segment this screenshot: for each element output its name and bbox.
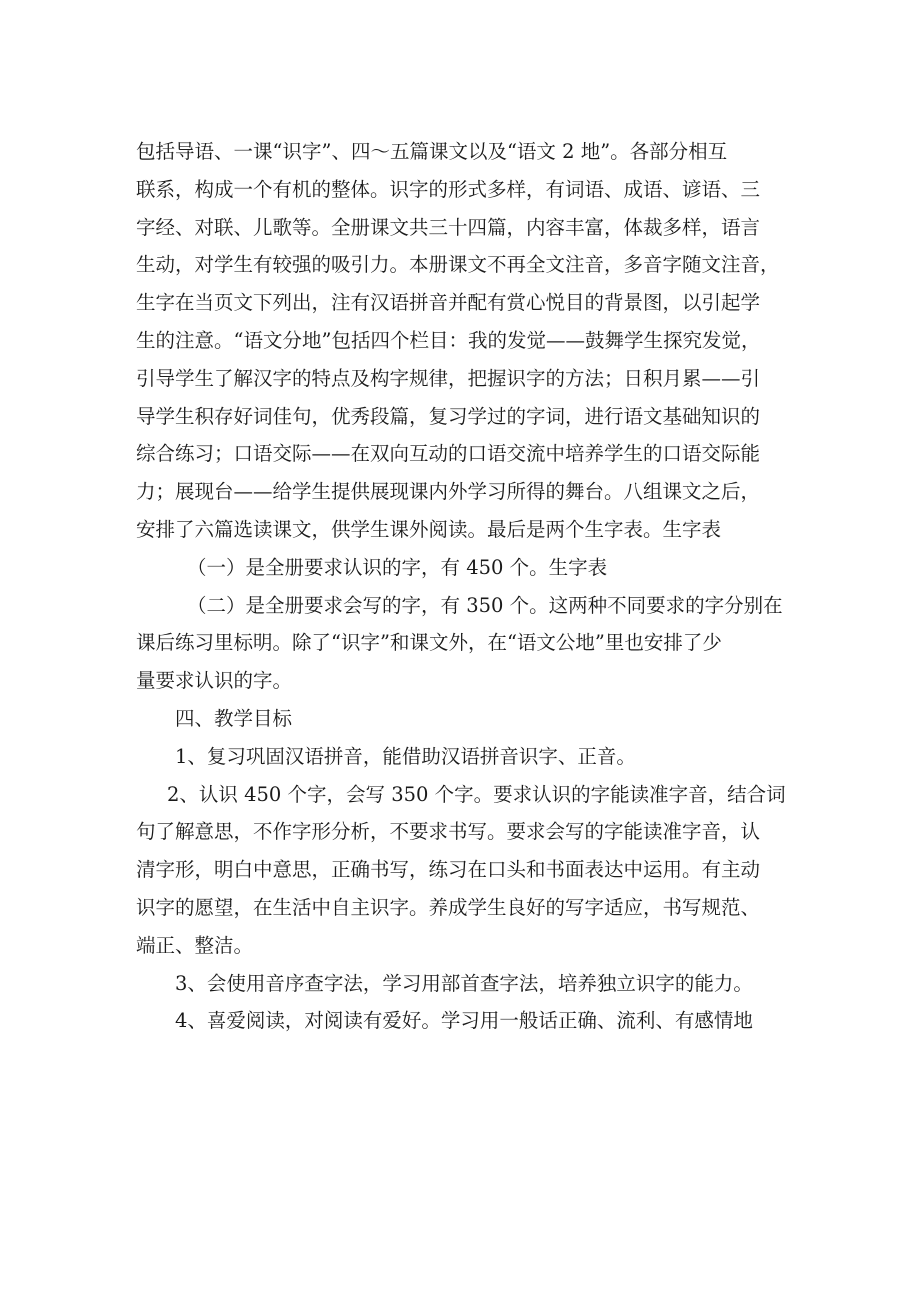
goal-item-1 xyxy=(136,738,786,776)
paragraph-character-table-two xyxy=(136,587,786,625)
goal-item-2 xyxy=(136,776,786,814)
goal-item-4 xyxy=(136,1002,786,1040)
section-heading: 四、教学目标 xyxy=(175,706,293,730)
goal-item-2-continuation xyxy=(136,813,786,964)
text-line: 生字在当页文下列出，注有汉语拼音并配有赏心悦目的背景图，以引起学 xyxy=(136,291,761,315)
text-line: 导学生积存好词佳句，优秀段篇，复习学过的字词，进行语文基础知识的 xyxy=(136,404,761,428)
paragraph-textbook-structure xyxy=(136,133,786,549)
text-line: 综合练习；口语交际——在双向互动的口语交流中培养学生的口语交际能 xyxy=(136,442,761,466)
text-line: 1、复习巩固汉语拼音，能借助汉语拼音识字、正音。 xyxy=(175,744,636,768)
paragraph-continuation xyxy=(136,624,786,700)
paragraph-character-table-one xyxy=(136,549,786,587)
text-line: 包括导语、一课“识字”、四～五篇课文以及“语文 2 地”。各部分相互 xyxy=(136,140,728,163)
text-line: 力；展现台——给学生提供展现课内外学习所得的舞台。八组课文之后， xyxy=(136,480,761,504)
section-heading-teaching-goals xyxy=(136,700,786,738)
text-line: 字经、对联、儿歌等。全册课文共三十四篇，内容丰富，体裁多样，语言 xyxy=(136,215,761,239)
text-line: 生的注意。“语文分地”包括四个栏目：我的发觉——鼓舞学生探究发觉， xyxy=(136,328,761,352)
text-line: 识字的愿望，在生活中自主识字。养成学生良好的写字适应，书写规范、 xyxy=(136,895,761,919)
text-line: 引导学生了解汉字的特点及构字规律，把握识字的方法；日积月累——引 xyxy=(136,366,761,390)
text-line: 量要求认识的字。 xyxy=(136,669,293,693)
text-line: 清字形，明白中意思，正确书写，练习在口头和书面表达中运用。有主动 xyxy=(136,858,761,882)
text-line: 课后练习里标明。除了“识字”和课文外，在“语文公地”里也安排了少 xyxy=(136,631,722,655)
text-line: 4、喜爱阅读，对阅读有爱好。学习用一般话正确、流利、有感情地 xyxy=(175,1009,753,1033)
text-line: 3、会使用音序查字法，学习用部首查字法，培养独立识字的能力。 xyxy=(175,971,753,995)
document-body xyxy=(136,133,786,1040)
text-line: 句了解意思，不作字形分析，不要求书写。要求会写的字能读准字音，认 xyxy=(136,820,761,844)
text-line: 2、认识 450 个字，会写 350 个字。要求认识的字能读准字音，结合词 xyxy=(167,782,786,806)
text-line: 端正、整洁。 xyxy=(136,933,254,957)
text-line: 生动，对学生有较强的吸引力。本册课文不再全文注音，多音字随文注音， xyxy=(136,253,780,277)
text-line: （一）是全册要求认识的字，有 450 个。生字表 xyxy=(187,555,608,579)
text-line: （二）是全册要求会写的字，有 350 个。这两种不同要求的字分别在 xyxy=(187,593,783,617)
goal-item-3 xyxy=(136,965,786,1003)
text-line: 安排了六篇选读课文，供学生课外阅读。最后是两个生字表。生字表 xyxy=(136,517,722,541)
text-line: 联系，构成一个有机的整体。识字的形式多样，有词语、成语、谚语、三 xyxy=(136,177,761,201)
